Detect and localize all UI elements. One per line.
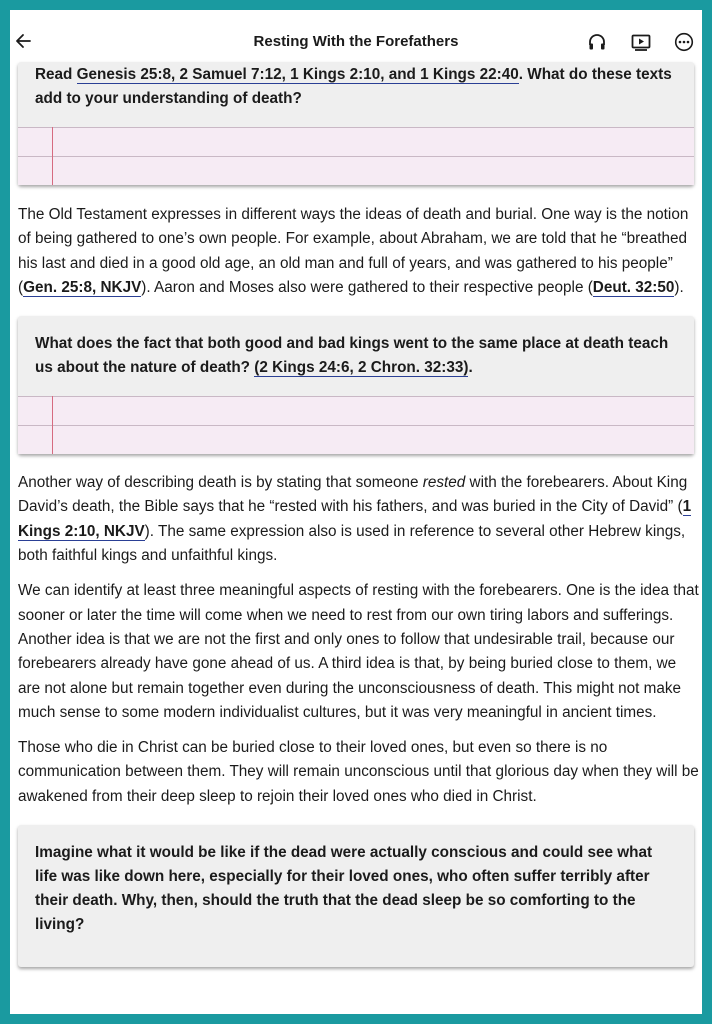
question-box bbox=[18, 316, 694, 454]
note-line bbox=[18, 127, 694, 128]
lesson-content bbox=[10, 62, 702, 967]
note-line bbox=[18, 396, 694, 397]
question-prefix: What does the fact that both good and bad kings went to the same place at death teach us about the nature of death? bbox=[35, 335, 669, 377]
headphones-icon[interactable] bbox=[586, 31, 608, 53]
answer-note-field[interactable] bbox=[18, 396, 694, 454]
question-box bbox=[18, 62, 694, 185]
body-paragraph: We can identify at least three meaningful aspects of resting with the forebearers. One is the idea that sooner or later the time will come when we need to rest from our own tiring labors and sufferings. Another idea is that we are not the first and only ones to follow that undesirable trail, because our forebearers already have gone ahead of us. A third idea is that, by being buried close to them, we are not alone but remain together even during the unconsciousness of death. This might not make much sense to some modern individualist cultures, but it was very meaningful in ancient times. bbox=[18, 582, 699, 721]
body-paragraph bbox=[10, 471, 700, 568]
bible-reference-link[interactable]: (2 Kings 24:6, 2 Chron. 32:33) bbox=[254, 359, 469, 377]
emphasized-word: rested bbox=[422, 474, 466, 492]
body-paragraph: Those who die in Christ can be buried close to their loved ones, but even so there is no communication between them. They will remain unconscious until that glorious day when they will be awakened from their deep sleep to rejoin their loved ones who died in Christ. bbox=[18, 739, 699, 805]
note-margin-line bbox=[52, 127, 53, 185]
answer-note-field[interactable] bbox=[18, 127, 694, 185]
more-options-icon[interactable] bbox=[673, 31, 695, 53]
question-text bbox=[18, 62, 694, 127]
question-text: Imagine what it would be like if the dead were actually conscious and could see what life was like down here, especially for their loved ones, who often suffer terribly after their death. Why, then, should the truth that the dead sleep be so comforting to the living? bbox=[35, 844, 653, 934]
question-suffix: . bbox=[468, 359, 473, 377]
body-paragraph bbox=[10, 203, 700, 300]
bible-reference-link[interactable]: Deut. 32:50 bbox=[592, 278, 675, 296]
paragraph-text: Another way of describing death is by stating that someone bbox=[18, 474, 423, 492]
bible-reference-link[interactable]: Genesis 25:8, 2 Samuel 7:12, 1 Kings 2:10, and 1 Kings 22:40 bbox=[76, 66, 519, 83]
question-box bbox=[18, 825, 694, 967]
note-margin-line bbox=[52, 396, 53, 454]
paragraph-text: ). The same expression also is used in reference to several other Hebrew kings, both faithful kings and unfaithful kings. bbox=[18, 522, 686, 565]
bible-reference-link[interactable]: Gen. 25:8, NKJV bbox=[23, 278, 142, 296]
top-bar bbox=[10, 10, 702, 62]
paragraph-text: with the forebearers. About King David’s death, the Bible says that he “rested with his fathers, and was buried in the City of David” ( bbox=[18, 474, 688, 516]
app-window bbox=[10, 10, 702, 1014]
page-title: Resting With the Forefathers bbox=[253, 33, 459, 50]
play-video-icon[interactable] bbox=[630, 31, 652, 53]
paragraph-text: ). bbox=[674, 278, 684, 296]
note-line bbox=[18, 425, 694, 426]
bible-reference-link[interactable]: 1 Kings 2:10, NKJV bbox=[18, 498, 692, 540]
note-line bbox=[18, 156, 694, 157]
paragraph-text: The Old Testament expresses in different ways the ideas of death and burial. One way is the notion of being gathered to one’s own people. For example, about Abraham, we are told that he “breathed his last and died in a good old age, an old man and full of years, and was gathered to his people” ( bbox=[18, 206, 689, 296]
question-suffix: . What do these texts add to your understanding of death? bbox=[35, 66, 672, 107]
question-text bbox=[18, 316, 694, 396]
paragraph-text: ). Aaron and Moses also were gathered to their respective people ( bbox=[141, 278, 593, 296]
question-prefix: Read bbox=[35, 66, 77, 83]
